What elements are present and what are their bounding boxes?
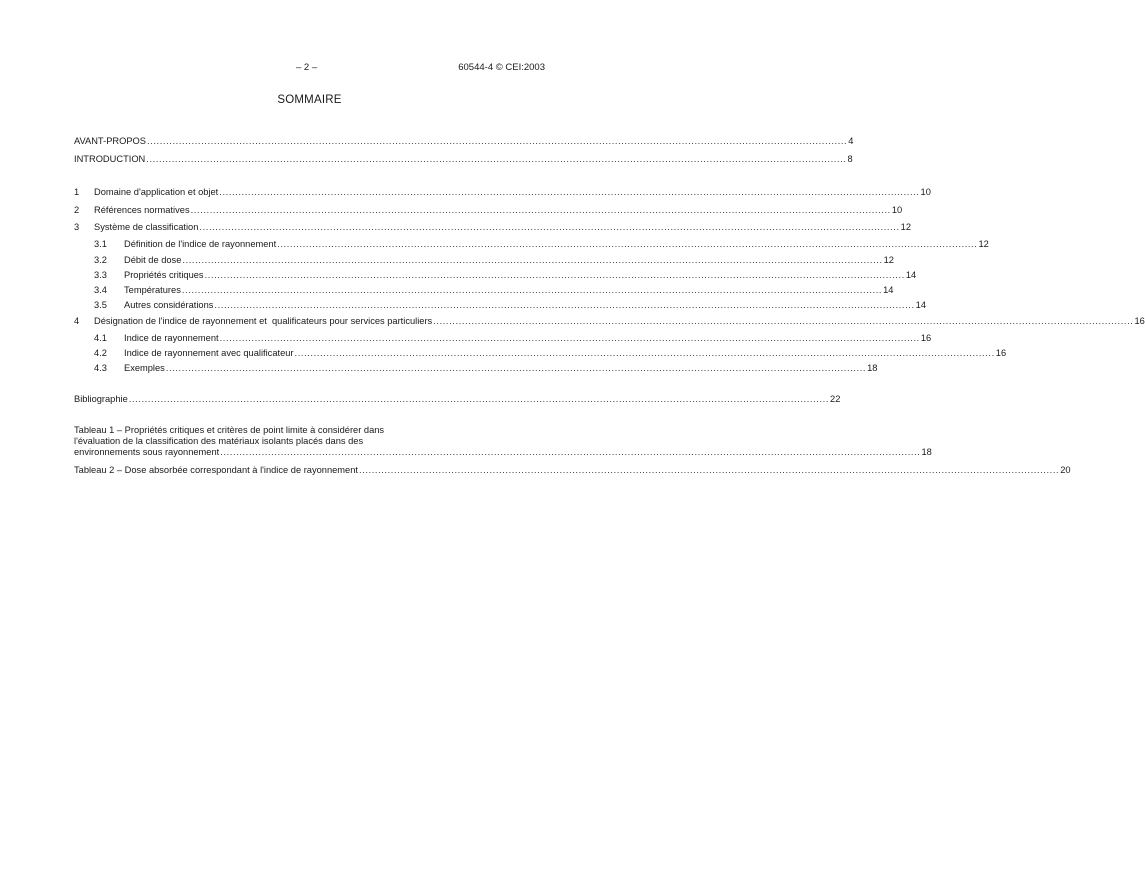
section-number: 3.1 xyxy=(94,239,107,249)
toc-entry-foreword[interactable] xyxy=(74,135,854,147)
toc-entry-section-4-2[interactable] xyxy=(94,347,1007,359)
toc-entry-page: 12 xyxy=(883,255,894,265)
section-number: 4.1 xyxy=(94,333,107,343)
dot-leader: ............................................................................................................................................................................................................................ xyxy=(358,465,1060,475)
toc-entry-section-1[interactable] xyxy=(74,186,931,198)
toc-entry-page: 14 xyxy=(883,285,894,295)
toc-entry-section-4-3[interactable] xyxy=(94,362,878,374)
section-number: 4.2 xyxy=(94,348,107,358)
section-number: 2 xyxy=(74,205,80,215)
dot-leader: ............................................................................................................................................................................................................................ xyxy=(220,447,921,457)
toc-entry-section-2[interactable] xyxy=(74,204,903,216)
dot-leader: ............................................................................................................................................................................................................................ xyxy=(128,394,830,404)
toc-entry-label: Exemples xyxy=(124,363,165,373)
toc-entry-label: Domaine d'application et objet xyxy=(94,187,219,197)
dot-leader: ............................................................................................................................................................................................................................ xyxy=(219,333,920,343)
toc-entry-label-line: Tableau 1 – Propriétés critiques et critères de point limite à considérer dans xyxy=(74,425,385,435)
toc-entry-introduction[interactable] xyxy=(74,153,853,165)
toc-entry-section-4-1[interactable] xyxy=(94,332,932,344)
toc-entry-label: Bibliographie xyxy=(74,394,128,404)
toc-entry-page: 14 xyxy=(915,300,927,310)
dot-leader: ............................................................................................................................................................................................................................ xyxy=(277,239,978,249)
toc-entry-page: 16 xyxy=(995,348,1007,358)
dot-leader: ............................................................................................................................................................................................................................ xyxy=(204,270,905,280)
dot-leader: ............................................................................................................................................................................................................................ xyxy=(294,348,995,358)
toc-entry-page: 12 xyxy=(978,239,989,249)
section-number: 3.2 xyxy=(94,255,107,265)
toc-entry-label-line: l'évaluation de la classification des matériaux isolants placés dans des xyxy=(74,436,364,446)
dot-leader: ............................................................................................................................................................................................................................ xyxy=(433,316,1134,326)
toc-entry-section-3-3[interactable] xyxy=(94,269,917,281)
toc-entry-page: 18 xyxy=(867,363,878,373)
page-title: SOMMAIRE xyxy=(277,94,342,106)
toc-entry-table-1[interactable] xyxy=(74,425,932,458)
toc-entry-section-3-4[interactable] xyxy=(94,284,894,296)
toc-entry-page: 20 xyxy=(1060,465,1071,475)
toc-entry-label: Définition de l'indice de rayonnement xyxy=(124,239,277,249)
dot-leader: ............................................................................................................................................................................................................................ xyxy=(146,154,847,164)
toc-entry-label-line: environnements sous rayonnement xyxy=(74,447,220,457)
dot-leader: ............................................................................................................................................................................................................................ xyxy=(199,222,900,232)
section-number: 3.4 xyxy=(94,285,107,295)
dot-leader: ............................................................................................................................................................................................................................ xyxy=(182,255,883,265)
toc-entry-page: 10 xyxy=(891,205,903,215)
toc-entry-page: 16 xyxy=(920,333,932,343)
toc-entry-page: 4 xyxy=(848,136,854,146)
toc-entry-page: 16 xyxy=(1134,316,1145,326)
dot-leader: ............................................................................................................................................................................................................................ xyxy=(219,187,920,197)
toc-entry-page: 14 xyxy=(905,270,917,280)
section-number: 3 xyxy=(74,222,80,232)
toc-entry-section-3-5[interactable] xyxy=(94,299,927,311)
page-number: – 2 – xyxy=(296,62,318,73)
section-number: 1 xyxy=(74,187,80,197)
toc-entry-table-2[interactable] xyxy=(74,464,1071,476)
toc-entry-label: Références normatives xyxy=(94,205,190,215)
toc-entry-label: Autres considérations xyxy=(124,300,214,310)
toc-entry-page: 12 xyxy=(900,222,911,232)
dot-leader: ............................................................................................................................................................................................................................ xyxy=(190,205,891,215)
toc-entry-label: Débit de dose xyxy=(124,255,182,265)
toc-entry-page: 10 xyxy=(920,187,931,197)
toc-entry-label: INTRODUCTION xyxy=(74,154,146,164)
toc-entry-page: 8 xyxy=(847,154,853,164)
toc-entry-label: Indice de rayonnement avec qualificateur xyxy=(124,348,294,358)
page-header xyxy=(0,62,619,76)
section-number: 4 xyxy=(74,316,80,326)
toc-entry-label: Tableau 2 – Dose absorbée correspondant à l'indice de rayonnement xyxy=(74,465,358,475)
toc-entry-page: 18 xyxy=(921,447,932,457)
section-number: 4.3 xyxy=(94,363,107,373)
toc-entry-section-4[interactable] xyxy=(74,315,1145,327)
toc-entry-label: Températures xyxy=(124,285,181,295)
toc-entry-section-3-2[interactable] xyxy=(94,254,894,266)
section-number: 3.5 xyxy=(94,300,107,310)
toc-entry-label: AVANT-PROPOS xyxy=(74,136,146,146)
document-reference: 60544-4 © CEI:2003 xyxy=(458,62,545,73)
dot-leader: ............................................................................................................................................................................................................................ xyxy=(146,136,848,146)
dot-leader: ............................................................................................................................................................................................................................ xyxy=(214,300,915,310)
section-number: 3.3 xyxy=(94,270,107,280)
toc-entry-label: Indice de rayonnement xyxy=(124,333,219,343)
toc-entry-page: 22 xyxy=(830,394,841,404)
toc-entry-bibliography[interactable] xyxy=(74,393,841,405)
toc-entry-label: Système de classification xyxy=(94,222,199,232)
toc-entry-label: Désignation de l'indice de rayonnement et qualificateurs pour services particuliers xyxy=(94,316,433,326)
dot-leader: ............................................................................................................................................................................................................................ xyxy=(181,285,883,295)
dot-leader: ............................................................................................................................................................................................................................ xyxy=(165,363,867,373)
toc-entry-label: Propriétés critiques xyxy=(124,270,204,280)
toc-entry-section-3-1[interactable] xyxy=(94,238,989,250)
toc-entry-section-3[interactable] xyxy=(74,221,911,233)
